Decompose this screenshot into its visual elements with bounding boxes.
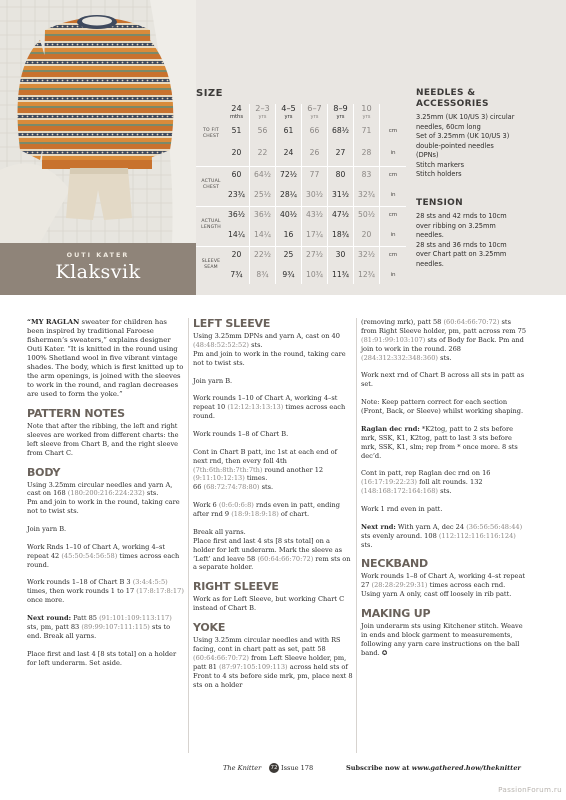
text: Using 3.25mm circular needles and yarn A, cast on 168 — [27, 480, 173, 498]
size-table-column-divider — [301, 104, 302, 284]
size-column-header — [302, 104, 327, 122]
size-table-cell: 22½ — [253, 250, 272, 259]
size-values: (0:6:0:6:8) — [218, 501, 254, 510]
needles-item: needles, 60cm long — [416, 122, 481, 131]
neckband-paragraph — [361, 572, 527, 599]
text: sts to end. Break all yarns. — [27, 622, 171, 640]
needles-item: 3.25mm (UK 10/US 3) circular — [416, 113, 515, 121]
size-column-unit: yrs — [362, 114, 371, 120]
needles-heading-line: ACCESSORIES — [416, 99, 489, 109]
size-table-cell: 11¾ — [331, 270, 350, 279]
size-column-value: 8–9 — [333, 103, 348, 113]
text: Work rounds 1–10 of Chart A, working 4–st repeat 10 — [193, 394, 338, 412]
text: round another 12 — [262, 465, 324, 474]
section-heading-body: BODY — [27, 465, 61, 479]
size-table-unit: cm — [388, 212, 398, 218]
text: times. — [244, 474, 268, 483]
needles-item: Stitch holders — [416, 170, 462, 178]
size-values: (18:9:18:9:18) — [231, 510, 279, 519]
size-row-label-line: CHEST — [202, 185, 220, 190]
size-table-unit: cm — [388, 172, 398, 178]
text: foll alt rounds. 132 — [416, 478, 483, 487]
text: times across each round. — [193, 403, 346, 421]
tension-heading: TENSION — [416, 198, 463, 208]
section-heading-left-sleeve: LEFT SLEEVE — [193, 317, 271, 330]
text: times, then work rounds 1 to 17 — [27, 587, 137, 596]
size-column-unit: yrs — [336, 114, 345, 120]
needles-item: (DPNs) — [416, 151, 439, 159]
size-table-cell: 36½ — [253, 210, 272, 219]
section-heading-right-sleeve: RIGHT SLEEVE — [193, 580, 279, 594]
size-values: (28:28:29:29:31) — [371, 581, 428, 590]
size-table-cell: 18¾ — [331, 230, 350, 239]
sleeve-paragraph — [193, 332, 353, 368]
size-table-column-divider — [379, 104, 380, 284]
text: sts from Right Sleeve holder, pm, patt across rem 75 — [361, 318, 527, 335]
sleeve-paragraph: Work rounds 1–8 of Chart B. — [193, 429, 289, 438]
page-footer — [0, 764, 566, 778]
size-values: (81:91:99:103:107) — [361, 335, 426, 344]
column-yoke-finishing — [361, 318, 527, 666]
size-table-cell: 32¾ — [357, 190, 376, 199]
size-table-unit: cm — [388, 128, 398, 134]
size-heading: SIZE — [196, 88, 224, 99]
text: Cont in patt, rep Raglan dec rnd on 16 — [361, 469, 491, 478]
size-column-value: 10 — [361, 103, 372, 113]
size-table-column-divider — [353, 104, 354, 284]
size-values: (68:72:74:78:80) — [203, 483, 260, 492]
size-row-label-line: CHEST — [202, 134, 220, 139]
size-table-cell: 30 — [335, 250, 346, 259]
text: times across each round. — [27, 551, 180, 569]
text: sts. — [259, 483, 274, 492]
size-row-label-line: LENGTH — [201, 225, 221, 230]
size-values: (12:12:13:13:13) — [227, 403, 284, 412]
text: sts. — [361, 540, 373, 549]
size-row-label — [198, 128, 224, 140]
text: Pm and join to work in the round, taking care not to twist sts. — [27, 498, 180, 516]
size-row-label-line: ACTUAL — [201, 219, 221, 224]
size-row-label-line: ACTUAL — [201, 179, 221, 184]
tension-line: over ribbing on 3.25mm — [416, 221, 496, 230]
text: Break all yarns. — [193, 527, 246, 536]
size-table-cell: 47½ — [331, 210, 350, 219]
yoke-paragraph: Note: Keep pattern correct for each section (Front, Back, or Sleeve) whilst working shaping. — [361, 398, 524, 416]
size-table-cell: 24 — [283, 148, 294, 157]
size-values: (60:64:66:70:72) — [193, 653, 249, 662]
text: from Left Sleeve holder, pm, patt 81 — [193, 653, 347, 671]
size-table-cell: 27½ — [305, 250, 324, 259]
yoke-paragraph — [361, 318, 527, 363]
yoke-paragraph — [361, 523, 527, 550]
text: times across each rnd. — [427, 581, 506, 590]
size-table-cell: 64½ — [253, 170, 272, 179]
yoke-paragraph: Work 1 rnd even in patt. — [361, 504, 443, 513]
body-paragraph: Join yarn B. — [27, 525, 67, 534]
needles-item: Set of 3.25mm (UK 10/US 3) — [416, 132, 510, 140]
page-number-badge: 72 — [270, 765, 278, 771]
sleeve-paragraph — [193, 448, 353, 493]
size-column-value: 2–3 — [255, 103, 270, 113]
text: rem sts on a separate holder. — [193, 554, 351, 572]
instruction-label: Next rnd: — [361, 522, 396, 531]
size-row-label-line: SLEEVE — [201, 259, 221, 264]
size-values: (91:101:109:113:117) — [99, 614, 172, 623]
size-column-value: 24 — [231, 103, 242, 113]
size-values: (45:50:54:56:58) — [61, 551, 118, 560]
text: sts of Body for Back. Pm and join to work in the round. 268 — [361, 335, 524, 353]
size-row-label-line: SEAM — [204, 265, 218, 270]
body-paragraph — [27, 543, 185, 570]
text: Place first and last 4 sts [8 sts total] on a holder for left underarm. Mark the sleeve as ‘Left’ and leave 58 — [193, 536, 343, 563]
body-paragraph: Place first and last 4 [8 sts total] on a holder for left underarm. Set aside. — [27, 649, 177, 667]
size-column-unit: yrs — [310, 114, 319, 120]
text: sts. — [144, 489, 159, 498]
size-column-header — [276, 104, 301, 122]
magazine-name: The Knitter — [223, 764, 262, 772]
column-divider — [188, 318, 189, 753]
size-row-label — [198, 259, 224, 271]
text: sts evenly around. 108 — [361, 531, 439, 540]
subscribe-link[interactable]: www.gathered.how/theknitter — [411, 764, 521, 772]
text: sts. — [248, 340, 263, 349]
size-row-label-line: TO FIT — [203, 128, 219, 133]
author-name: OUTI KATER — [66, 251, 130, 259]
tension-line: 28 sts and 42 rnds to 10cm — [416, 212, 507, 220]
size-table-cell: 28¼ — [279, 190, 298, 199]
text: of chart. — [278, 510, 310, 519]
instruction-label: Raglan dec rnd: — [361, 424, 420, 433]
size-table-cell: 66 — [309, 126, 320, 135]
size-column-unit: yrs — [258, 114, 267, 120]
size-table-cell: 68½ — [331, 126, 350, 135]
size-table-cell: 20 — [231, 148, 242, 157]
text: sts. — [437, 487, 452, 496]
issue-number: Issue 178 — [281, 764, 314, 772]
column-intro-body — [27, 318, 185, 676]
yoke-paragraph — [193, 636, 353, 689]
tension-line: over Chart patt on 3.25mm — [416, 250, 507, 258]
size-column-unit: yrs — [284, 114, 293, 120]
size-table-cell: 22 — [257, 148, 268, 157]
text: Cont in Chart B patt, inc 1st at each end of next rnd, then every foll 4th — [193, 447, 338, 465]
text: Pm and join to work in the round, taking care not to twist sts. — [193, 349, 346, 367]
tension-line: needles. — [416, 259, 444, 268]
size-table-cell: 17¼ — [305, 230, 324, 239]
size-table-cell: 26 — [309, 148, 320, 157]
text: Work rounds 1–8 of Chart A, working 4–st repeat 27 — [361, 572, 526, 590]
size-values: (7th:6th:8th:7th:7th) — [193, 465, 263, 474]
text: Patt 85 — [71, 614, 100, 623]
size-row-label — [198, 219, 224, 231]
size-table-unit: in — [390, 150, 396, 156]
size-column-header — [250, 104, 275, 122]
size-table-cell: 8¾ — [256, 270, 269, 279]
pattern-notes-text: Note that after the ribbing, the left and right sleeves are worked from different charts: the left sleeve from Chart B, and the right sleeve from Chart C. — [27, 422, 179, 457]
watermark: PassionForum.ru — [498, 785, 562, 794]
text: With yarn A, dec 24 — [395, 522, 467, 531]
subscribe-text: Subscribe now at — [346, 764, 412, 772]
making-up-paragraph — [361, 622, 527, 658]
sleeve-paragraph — [193, 394, 353, 421]
size-table-cell: 32½ — [357, 250, 376, 259]
size-column-header — [224, 104, 249, 122]
size-row-label — [198, 179, 224, 191]
size-values: (112:112:116:116:124) — [438, 531, 516, 540]
column-divider — [356, 318, 357, 753]
size-table-cell: 60 — [231, 170, 242, 179]
text: Using 3.25mm circular needles and with RS facing, cont in chart patt as set, patt 58 — [193, 635, 341, 653]
pattern-title: Klaksvik — [55, 261, 141, 283]
text: sts, pm, patt 83 — [27, 622, 82, 631]
needles-list — [416, 113, 564, 180]
needles-item: Stitch markers — [416, 160, 465, 169]
text: Using 3.25mm DPNs and yarn A, cast on 40 — [193, 332, 340, 340]
needles-heading-line: NEEDLES & — [416, 88, 476, 98]
text: once more. — [27, 596, 65, 605]
intro-lead: “MY RAGLAN — [27, 318, 80, 326]
needles-item: double-pointed needles — [416, 141, 494, 150]
size-table-cell: 80 — [335, 170, 346, 179]
size-table-unit: in — [390, 272, 396, 278]
size-table-unit: cm — [388, 252, 398, 258]
size-table-cell: 83 — [361, 170, 372, 179]
size-table-cell: 77 — [309, 170, 320, 179]
size-table-cell: 71 — [361, 126, 372, 135]
size-values: (9:11:10:12:13) — [193, 474, 245, 483]
size-table-cell: 7¾ — [230, 270, 243, 279]
size-values: (89:99:107:111:115) — [81, 622, 150, 631]
size-table-unit: in — [390, 192, 396, 198]
text: Work Rnds 1–10 of Chart A, working 4–st repeat 42 — [27, 542, 165, 560]
text: Work rounds 1–18 of Chart B 3 — [27, 578, 133, 587]
sleeve-paragraph: Join yarn B. — [193, 376, 233, 385]
sweater-photo-illustration — [0, 0, 196, 243]
size-column-header — [328, 104, 353, 122]
text: rnds even in patt, ending after rnd 9 — [193, 501, 340, 519]
size-table-cell: 20 — [361, 230, 372, 239]
size-values: (87:97:105:109:113) — [219, 662, 288, 671]
text: Join underarm sts using Kitchener stitch. Weave in ends and block garment to measurements, following any yarn care instructions on the ball band. — [361, 621, 523, 657]
section-heading-neckband: NECKBAND — [361, 557, 428, 571]
size-table-cell: 9¾ — [282, 270, 295, 279]
instruction-label: Next round: — [27, 614, 71, 623]
size-table-cell: 27 — [335, 148, 346, 157]
size-table-cell: 20 — [231, 250, 242, 259]
size-table-cell: 12¾ — [357, 270, 376, 279]
size-table-column-divider — [327, 104, 328, 284]
section-heading-making-up: MAKING UP — [361, 606, 431, 620]
body-paragraph — [27, 578, 185, 605]
text: (removing mrk), patt 58 — [361, 318, 444, 326]
size-table-column-divider — [249, 104, 250, 284]
subscribe-line — [346, 764, 521, 772]
size-table-cell: 28 — [361, 148, 372, 157]
size-table-column-divider — [275, 104, 276, 284]
size-values: (16:17:19:22:23) — [361, 478, 417, 487]
intro-paragraph — [27, 318, 185, 399]
text: Using yarn A only, cast off loosely in rib patt. — [361, 590, 512, 599]
section-heading-yoke: YOKE — [193, 620, 226, 634]
end-mark-icon: ✪ — [381, 648, 388, 657]
size-values: (284:312:332:348:360) — [361, 353, 438, 362]
size-values: (60:64:66:70:72) — [443, 318, 500, 326]
size-column-value: 4–5 — [281, 103, 296, 113]
text: 66 — [193, 483, 204, 492]
size-values: (60:64:66:70:72) — [257, 554, 314, 563]
size-table-cell: 31½ — [331, 190, 350, 199]
size-table-cell: 14¼ — [227, 230, 246, 239]
sleeve-paragraph — [193, 501, 353, 519]
tension-line: 28 sts and 36 rnds to 10cm — [416, 240, 507, 249]
size-table-cell: 23¾ — [227, 190, 246, 199]
size-table-cell: 51 — [231, 126, 242, 135]
size-column-header — [354, 104, 379, 122]
body-paragraph — [27, 481, 185, 517]
size-table-cell: 43½ — [305, 210, 324, 219]
intro-text: sweater for children has been inspired by traditional Faroese fishermen’s sweaters,” explains designer Outi Kater. “It is knitted in the round using 100% Shetland wool in five vibrant vintage shades. The body, which is first knitted up to the arm openings, is joined with the sleeves to work in the round, and raglan decreases are used to form the yoke.” — [27, 318, 184, 398]
size-table-cell: 56 — [257, 126, 268, 135]
size-table-cell: 72½ — [279, 170, 298, 179]
size-table-cell: 36½ — [227, 210, 246, 219]
yoke-paragraph: Work next rnd of Chart B across all sts in patt as set. — [361, 371, 525, 389]
text: across held sts of Front to 4 sts before side mrk, pm, place next 8 sts on a holder — [193, 662, 353, 689]
text: sts. — [437, 353, 452, 362]
size-values: (180:200:216:224:232) — [67, 489, 145, 498]
body-paragraph — [27, 614, 185, 641]
column-sleeves-yoke — [193, 318, 353, 698]
sleeve-paragraph: Work as for Left Sleeve, but working Chart C instead of Chart B. — [193, 595, 345, 613]
yoke-paragraph — [361, 469, 527, 496]
yoke-paragraph — [361, 425, 527, 461]
size-table-cell: 10¾ — [305, 270, 324, 279]
size-values: (36:56:56:48:44) — [466, 522, 523, 531]
tension-line: needles. — [416, 231, 444, 239]
size-table-cell: 25½ — [253, 190, 272, 199]
text: Work 6 — [193, 501, 219, 510]
sweater-photo — [0, 0, 196, 243]
size-values: (48:48:52:52:52) — [193, 340, 249, 349]
section-heading-pattern-notes: PATTERN NOTES — [27, 407, 125, 420]
size-table-unit: in — [390, 232, 396, 238]
text: *K2tog, patt to 2 sts before mrk, SSK, K1, K2tog, patt to last 3 sts before mrk, SSK, K1, slm; rep from * once more. 8 sts dec’d. — [361, 424, 518, 460]
size-column-unit: mths — [229, 114, 244, 120]
size-table-cell: 30½ — [305, 190, 324, 199]
size-table-cell: 14¼ — [253, 230, 272, 239]
sleeve-paragraph — [193, 528, 353, 573]
size-table-cell: 16 — [283, 230, 294, 239]
size-values: (3:4:4:5:5) — [132, 578, 168, 587]
size-table-cell: 50½ — [357, 210, 376, 219]
size-table-cell: 25 — [283, 250, 294, 259]
size-table-cell: 40½ — [279, 210, 298, 219]
size-values: (148:168:172:164:168) — [361, 487, 438, 496]
size-column-value: 6–7 — [307, 103, 322, 113]
size-table-cell: 61 — [283, 126, 294, 135]
needles-heading — [416, 88, 561, 110]
size-values: (17:8:17:8:17) — [136, 587, 184, 596]
tension-list — [416, 212, 564, 269]
